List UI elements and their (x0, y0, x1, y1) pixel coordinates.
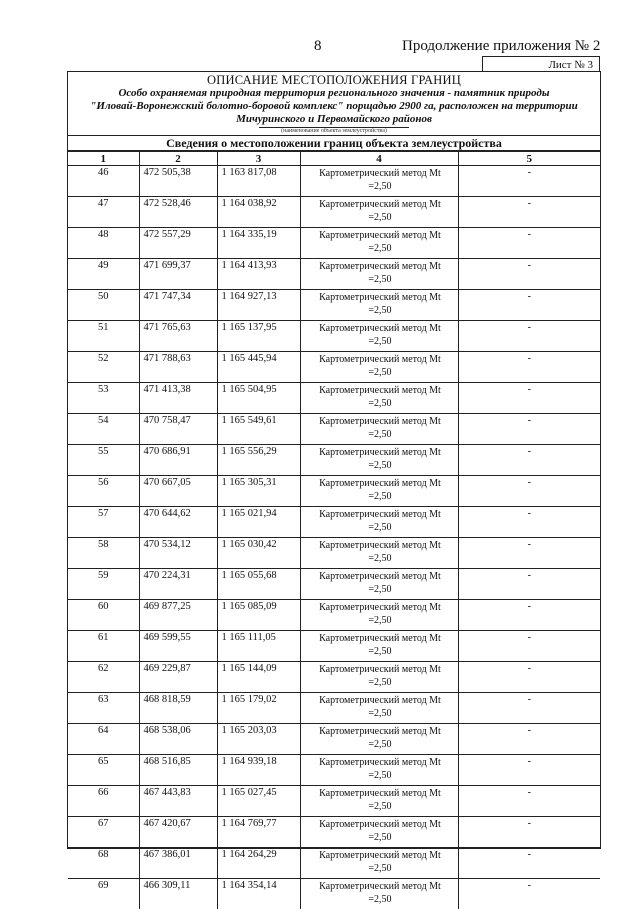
method-cell (300, 538, 458, 569)
method-text: Картометрический метод Mt (303, 694, 458, 707)
method-accuracy: =2,50 (303, 893, 458, 906)
table-row (68, 724, 600, 755)
y-coordinate-cell: 1 165 549,61 (217, 414, 300, 445)
method-cell (300, 476, 458, 507)
description-line-2: "Иловай-Воронежский болотно-боровой комплекс" порщадью 2900 га, расположен на территории (68, 100, 600, 113)
method-text: Картометрический метод Mt (303, 508, 458, 521)
table-row (68, 507, 600, 538)
note-cell: - (458, 600, 600, 631)
table-row (68, 321, 600, 352)
y-coordinate-cell: 1 163 817,08 (217, 166, 300, 197)
y-coordinate-cell: 1 165 030,42 (217, 538, 300, 569)
method-text: Картометрический метод Mt (303, 477, 458, 490)
method-accuracy: =2,50 (303, 490, 458, 503)
table-row (68, 569, 600, 600)
table-row (68, 445, 600, 476)
column-header: 4 (300, 152, 458, 166)
method-text: Картометрический метод Mt (303, 322, 458, 335)
y-coordinate-cell: 1 165 055,68 (217, 569, 300, 600)
y-coordinate-cell: 1 164 939,18 (217, 755, 300, 786)
method-accuracy: =2,50 (303, 738, 458, 751)
table-row (68, 228, 600, 259)
method-text: Картометрический метод Mt (303, 291, 458, 304)
point-number-cell: 65 (68, 755, 139, 786)
method-cell (300, 693, 458, 724)
method-text: Картометрический метод Mt (303, 787, 458, 800)
method-text: Картометрический метод Mt (303, 663, 458, 676)
boundary-table (68, 151, 600, 909)
point-number-cell: 48 (68, 228, 139, 259)
method-cell (300, 662, 458, 693)
method-cell (300, 600, 458, 631)
y-coordinate-cell: 1 164 413,93 (217, 259, 300, 290)
point-number-cell: 66 (68, 786, 139, 817)
x-coordinate-cell: 469 877,25 (139, 600, 217, 631)
table-row (68, 631, 600, 662)
note-cell: - (458, 321, 600, 352)
method-accuracy: =2,50 (303, 242, 458, 255)
description-title: ОПИСАНИЕ МЕСТОПОЛОЖЕНИЯ ГРАНИЦ (68, 73, 600, 87)
y-coordinate-cell: 1 165 137,95 (217, 321, 300, 352)
method-cell (300, 414, 458, 445)
x-coordinate-cell: 468 538,06 (139, 724, 217, 755)
method-accuracy: =2,50 (303, 211, 458, 224)
method-cell (300, 848, 458, 879)
x-coordinate-cell: 467 420,67 (139, 817, 217, 848)
point-number-cell: 60 (68, 600, 139, 631)
x-coordinate-cell: 470 224,31 (139, 569, 217, 600)
x-coordinate-cell: 466 309,11 (139, 879, 217, 909)
method-accuracy: =2,50 (303, 428, 458, 441)
x-coordinate-cell: 472 528,46 (139, 197, 217, 228)
y-coordinate-cell: 1 164 354,14 (217, 879, 300, 909)
point-number-cell: 59 (68, 569, 139, 600)
method-cell (300, 352, 458, 383)
table-row (68, 693, 600, 724)
x-coordinate-cell: 471 413,38 (139, 383, 217, 414)
method-accuracy: =2,50 (303, 335, 458, 348)
method-accuracy: =2,50 (303, 800, 458, 813)
note-cell: - (458, 817, 600, 848)
note-cell: - (458, 755, 600, 786)
method-accuracy: =2,50 (303, 304, 458, 317)
method-cell (300, 228, 458, 259)
table-row (68, 197, 600, 228)
table-row (68, 755, 600, 786)
y-coordinate-cell: 1 165 027,45 (217, 786, 300, 817)
method-accuracy: =2,50 (303, 769, 458, 782)
method-accuracy: =2,50 (303, 273, 458, 286)
x-coordinate-cell: 472 557,29 (139, 228, 217, 259)
point-number-cell: 46 (68, 166, 139, 197)
method-accuracy: =2,50 (303, 459, 458, 472)
method-accuracy: =2,50 (303, 552, 458, 565)
point-number-cell: 54 (68, 414, 139, 445)
y-coordinate-cell: 1 165 144,09 (217, 662, 300, 693)
x-coordinate-cell: 470 686,91 (139, 445, 217, 476)
x-coordinate-cell: 468 818,59 (139, 693, 217, 724)
point-number-cell: 68 (68, 848, 139, 879)
note-cell: - (458, 383, 600, 414)
point-number-cell: 57 (68, 507, 139, 538)
x-coordinate-cell: 469 229,87 (139, 662, 217, 693)
table-row (68, 166, 600, 197)
method-accuracy: =2,50 (303, 366, 458, 379)
description-caption: (наименование объекта землеустройства) (259, 127, 409, 135)
table-row (68, 352, 600, 383)
description-line-3: Мичуринского и Первомайского районов (68, 113, 600, 126)
note-cell: - (458, 166, 600, 197)
y-coordinate-cell: 1 165 556,29 (217, 445, 300, 476)
table-row (68, 538, 600, 569)
y-coordinate-cell: 1 164 038,92 (217, 197, 300, 228)
column-header: 5 (458, 152, 600, 166)
note-cell: - (458, 786, 600, 817)
appendix-note: Продолжение приложения № 2 (402, 38, 600, 55)
x-coordinate-cell: 469 599,55 (139, 631, 217, 662)
note-cell: - (458, 259, 600, 290)
note-cell: - (458, 724, 600, 755)
method-accuracy: =2,50 (303, 707, 458, 720)
method-text: Картометрический метод Mt (303, 756, 458, 769)
y-coordinate-cell: 1 165 179,02 (217, 693, 300, 724)
table-row (68, 259, 600, 290)
point-number-cell: 52 (68, 352, 139, 383)
note-cell: - (458, 414, 600, 445)
y-coordinate-cell: 1 164 335,19 (217, 228, 300, 259)
method-accuracy: =2,50 (303, 397, 458, 410)
table-row (68, 662, 600, 693)
note-cell: - (458, 693, 600, 724)
method-text: Картометрический метод Mt (303, 849, 458, 862)
y-coordinate-cell: 1 165 085,09 (217, 600, 300, 631)
method-text: Картометрический метод Mt (303, 601, 458, 614)
method-text: Картометрический метод Mt (303, 570, 458, 583)
point-number-cell: 63 (68, 693, 139, 724)
x-coordinate-cell: 471 788,63 (139, 352, 217, 383)
method-cell (300, 755, 458, 786)
method-accuracy: =2,50 (303, 583, 458, 596)
y-coordinate-cell: 1 165 111,05 (217, 631, 300, 662)
method-text: Картометрический метод Mt (303, 415, 458, 428)
method-accuracy: =2,50 (303, 521, 458, 534)
y-coordinate-cell: 1 165 203,03 (217, 724, 300, 755)
method-text: Картометрический метод Mt (303, 725, 458, 738)
note-cell: - (458, 538, 600, 569)
method-cell (300, 786, 458, 817)
y-coordinate-cell: 1 164 264,29 (217, 848, 300, 879)
method-cell (300, 383, 458, 414)
method-text: Картометрический метод Mt (303, 353, 458, 366)
note-cell: - (458, 879, 600, 909)
point-number-cell: 67 (68, 817, 139, 848)
note-cell: - (458, 197, 600, 228)
point-number-cell: 58 (68, 538, 139, 569)
x-coordinate-cell: 470 644,62 (139, 507, 217, 538)
method-cell (300, 817, 458, 848)
x-coordinate-cell: 470 534,12 (139, 538, 217, 569)
point-number-cell: 56 (68, 476, 139, 507)
method-cell (300, 507, 458, 538)
method-accuracy: =2,50 (303, 831, 458, 844)
method-text: Картометрический метод Mt (303, 818, 458, 831)
x-coordinate-cell: 470 667,05 (139, 476, 217, 507)
method-text: Картометрический метод Mt (303, 198, 458, 211)
method-text: Картометрический метод Mt (303, 167, 458, 180)
point-number-cell: 50 (68, 290, 139, 321)
method-cell (300, 724, 458, 755)
method-cell (300, 879, 458, 909)
description-line-1: Особо охраняемая природная территория регионального значения - памятник природы (68, 87, 600, 100)
x-coordinate-cell: 467 386,01 (139, 848, 217, 879)
point-number-cell: 61 (68, 631, 139, 662)
x-coordinate-cell: 471 765,63 (139, 321, 217, 352)
method-cell (300, 569, 458, 600)
method-text: Картометрический метод Mt (303, 632, 458, 645)
y-coordinate-cell: 1 164 769,77 (217, 817, 300, 848)
method-text: Картометрический метод Mt (303, 539, 458, 552)
method-text: Картометрический метод Mt (303, 229, 458, 242)
table-row (68, 290, 600, 321)
table-header-row (68, 152, 600, 166)
column-header: 3 (217, 152, 300, 166)
method-accuracy: =2,50 (303, 180, 458, 193)
method-accuracy: =2,50 (303, 676, 458, 689)
sheet-label: Лист № 3 (482, 56, 600, 72)
page-number: 8 (314, 38, 322, 55)
method-text: Картометрический метод Mt (303, 260, 458, 273)
method-text: Картометрический метод Mt (303, 880, 458, 893)
method-cell (300, 445, 458, 476)
method-accuracy: =2,50 (303, 614, 458, 627)
method-cell (300, 631, 458, 662)
document-frame (67, 71, 601, 849)
y-coordinate-cell: 1 165 504,95 (217, 383, 300, 414)
note-cell: - (458, 507, 600, 538)
description-block (68, 72, 600, 136)
x-coordinate-cell: 471 699,37 (139, 259, 217, 290)
method-cell (300, 290, 458, 321)
table-row (68, 786, 600, 817)
note-cell: - (458, 631, 600, 662)
table-row (68, 414, 600, 445)
column-header: 2 (139, 152, 217, 166)
table-row (68, 848, 600, 879)
x-coordinate-cell: 472 505,38 (139, 166, 217, 197)
table-row (68, 600, 600, 631)
x-coordinate-cell: 467 443,83 (139, 786, 217, 817)
x-coordinate-cell: 470 758,47 (139, 414, 217, 445)
table-row (68, 383, 600, 414)
method-text: Картометрический метод Mt (303, 384, 458, 397)
note-cell: - (458, 848, 600, 879)
y-coordinate-cell: 1 165 445,94 (217, 352, 300, 383)
note-cell: - (458, 228, 600, 259)
point-number-cell: 69 (68, 879, 139, 909)
point-number-cell: 55 (68, 445, 139, 476)
table-row (68, 817, 600, 848)
x-coordinate-cell: 471 747,34 (139, 290, 217, 321)
method-cell (300, 197, 458, 228)
note-cell: - (458, 445, 600, 476)
note-cell: - (458, 290, 600, 321)
method-accuracy: =2,50 (303, 645, 458, 658)
y-coordinate-cell: 1 164 927,13 (217, 290, 300, 321)
note-cell: - (458, 352, 600, 383)
method-cell (300, 259, 458, 290)
y-coordinate-cell: 1 165 305,31 (217, 476, 300, 507)
note-cell: - (458, 662, 600, 693)
section-title: Сведения о местоположении границ объекта землеустройства (68, 136, 600, 151)
point-number-cell: 51 (68, 321, 139, 352)
method-text: Картометрический метод Mt (303, 446, 458, 459)
method-accuracy: =2,50 (303, 862, 458, 875)
note-cell: - (458, 569, 600, 600)
note-cell: - (458, 476, 600, 507)
point-number-cell: 64 (68, 724, 139, 755)
point-number-cell: 53 (68, 383, 139, 414)
y-coordinate-cell: 1 165 021,94 (217, 507, 300, 538)
column-header: 1 (68, 152, 139, 166)
point-number-cell: 47 (68, 197, 139, 228)
table-row (68, 879, 600, 909)
method-cell (300, 166, 458, 197)
table-row (68, 476, 600, 507)
point-number-cell: 49 (68, 259, 139, 290)
point-number-cell: 62 (68, 662, 139, 693)
x-coordinate-cell: 468 516,85 (139, 755, 217, 786)
method-cell (300, 321, 458, 352)
